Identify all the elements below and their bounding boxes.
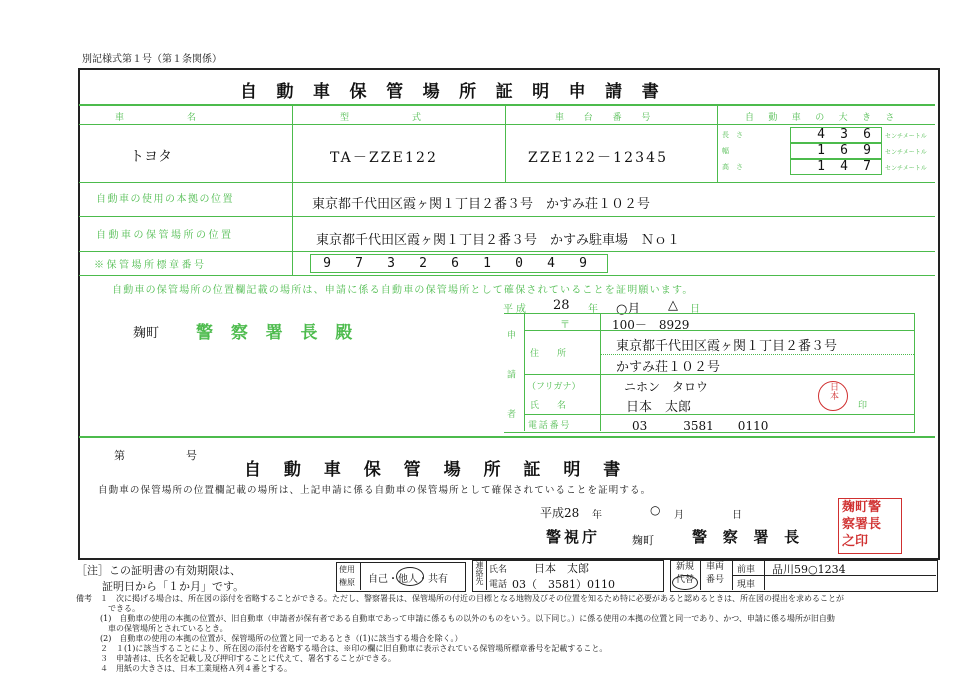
certificate-day-label: 日	[732, 510, 742, 521]
length-digit: 6	[863, 127, 871, 142]
use-rights-circle	[396, 567, 424, 586]
app-date-day-label: 日	[690, 304, 700, 315]
kana-label: （フリガナ）	[527, 382, 581, 392]
address-label: 住 所	[530, 349, 567, 359]
use-rights-label: 使用 権原	[339, 565, 355, 587]
sticker-digit: 4	[547, 256, 555, 271]
height-digit: 4	[840, 159, 848, 174]
notes	[76, 594, 936, 674]
sticker-number-label: ※保管場所標章番号	[94, 260, 207, 271]
chassis-number-value: ZZE122－12345	[528, 150, 669, 166]
validity-note-line2: 証明日から「１か月」です。	[102, 580, 245, 593]
header-chassis-number: 車 台 番 号	[555, 113, 656, 123]
certificate-year-label: 年	[592, 510, 602, 521]
prev-vehicle-label: 前車	[737, 565, 756, 575]
certificate-month-blank: ○	[650, 503, 661, 517]
police-stamp-text: 麹町警 察署長 之印	[842, 500, 882, 549]
height-digit: 7	[863, 159, 871, 174]
form-number: 別記様式第１号（第１条関係）	[82, 54, 222, 65]
postal-mark: 〒	[560, 320, 570, 331]
height-label: 高 さ	[722, 163, 743, 171]
storage-location-value: 東京都千代田区霞ヶ関１丁目２番３号 かすみ駐車場 Ｎｏ１	[316, 233, 681, 248]
note-line: できる。	[76, 604, 140, 613]
length-digit: 3	[840, 127, 848, 142]
address-line1: 東京都千代田区霞ヶ関１丁目２番３号	[616, 339, 838, 354]
contact-name: 日本 太郎	[534, 562, 589, 575]
note-line: 車の保管場所とされているとき。	[76, 624, 228, 633]
form-title: 自 動 車 保 管 場 所 証 明 申 請 書	[240, 82, 666, 102]
vehicle-no-label: 車両 番号	[706, 562, 725, 585]
addressee-place: 麹町	[133, 326, 160, 341]
applicant-side-label: 申 請 者	[505, 330, 515, 429]
name-label: 氏 名	[530, 401, 567, 411]
contact-phone-label: 電話	[489, 580, 508, 590]
note-line: ４ 用紙の大きさは、日本工業規格Ａ列４番とする。	[76, 664, 292, 673]
sticker-digit: 7	[355, 256, 363, 271]
sticker-digit: 2	[419, 256, 427, 271]
sticker-digit: 9	[579, 256, 587, 271]
address-line2: かすみ荘１０２号	[616, 360, 721, 375]
kana-value: ニホン タロウ	[624, 380, 709, 394]
addressee-title: 警 察 署 長 殿	[196, 323, 359, 343]
seal-text: 日本	[828, 382, 838, 400]
width-digit: 6	[840, 143, 848, 158]
width-digit: 1	[817, 143, 825, 158]
note-line: (2) 自動車の使用の本拠の位置が、保管場所の位置と同一であるとき（(1)に該当する場合を除く。）	[76, 634, 463, 643]
current-vehicle-label: 現車	[737, 580, 756, 590]
sticker-digit: 9	[323, 256, 331, 271]
app-date-month: ○月	[616, 302, 641, 317]
application-statement: 自動車の保管場所の位置欄記載の場所は、申請に係る自動車の保管場所として確保されていることを証明願います。	[112, 285, 694, 296]
height-digit: 1	[817, 159, 825, 174]
width-digit: 9	[863, 143, 871, 158]
width-label: 幅	[722, 147, 729, 155]
sticker-digit: 1	[483, 256, 491, 271]
length-label: 長 さ	[722, 131, 743, 139]
postal-code-value: 100－ 8929	[612, 318, 690, 332]
note-line: (1) 自動車の使用の本拠の位置が、旧自動車（申請者が保有者である自動車であって申請に係るもの以外のものをいう。以下同じ。）に係る使用の本拠の位置と同一であり、かつ、申請に係る場所が旧自動	[76, 614, 835, 623]
vehicle-model-value: TA－ZZE122	[330, 150, 438, 166]
contact-name-label: 氏名	[489, 565, 508, 575]
seal-mark: 印	[858, 401, 868, 411]
length-unit: センチメートル	[885, 133, 927, 140]
note-line: ３ 申請者は、氏名を記載し及び押印することに代えて、署名することができる。	[76, 654, 396, 663]
sticker-digit: 6	[451, 256, 459, 271]
sticker-digit: 0	[515, 256, 523, 271]
note-line: ２ １(1)に該当することにより、所在図の添付を省略する場合は、※印の欄に旧自動車に表示されている保管場所標章番号を記載すること。	[76, 644, 608, 653]
note-line: 備考 １ 次に掲げる場合は、所在図の添付を省略することができる。ただし、警察署長は、保管場所の付近の目標となる地物及びその位置を知るため特に必要があると認めるときは、所在図の提出を求めることが	[76, 594, 844, 603]
sticker-digit: 3	[387, 256, 395, 271]
name-value: 日本 太郎	[626, 400, 692, 415]
use-base-label: 自動車の使用の本拠の位置	[96, 194, 234, 205]
app-date-day: △	[668, 298, 678, 313]
phone-label: 電話番号	[528, 421, 572, 431]
height-unit: センチメートル	[885, 165, 927, 172]
vehicle-name-value: トヨタ	[130, 149, 172, 165]
app-date-year-label: 年	[588, 304, 598, 315]
prev-vehicle-plate: 品川59○1234	[772, 563, 846, 576]
storage-location-label: 自動車の保管場所の位置	[96, 230, 234, 241]
contact-phone: 03（ 3581）0110	[512, 578, 615, 591]
issuer-place: 麹町	[632, 534, 654, 547]
phone-value: 03 3581 0110	[632, 419, 769, 433]
contact-label: 連絡先	[475, 561, 484, 585]
replacement-circle	[672, 575, 698, 590]
certificate-month-label: 月	[674, 510, 684, 521]
certificate-statement: 自動車の保管場所の位置欄記載の場所は、上記申請に係る自動車の保管場所として確保されていることを証明する。	[98, 485, 652, 496]
app-date-era: 平成	[503, 304, 529, 315]
use-base-value: 東京都千代田区霞ヶ関１丁目２番３号 かすみ荘１０２号	[312, 197, 651, 212]
app-date-year: 28	[553, 298, 570, 313]
certificate-title: 自 動 車 保 管 場 所 証 明 書	[244, 460, 629, 480]
issuer-title: 警 察 署 長	[692, 528, 805, 546]
certificate-date-year: 平成28	[540, 506, 580, 520]
header-vehicle-size: 自 動 車 の 大 き さ	[745, 113, 898, 123]
length-digit: 4	[817, 127, 825, 142]
header-model: 型 式	[340, 113, 427, 123]
header-vehicle-name: 車 名	[115, 113, 202, 123]
validity-note-line1: ［注］この証明書の有効期限は、	[76, 564, 241, 577]
use-rights-value: 自己・他人・共有	[368, 574, 448, 585]
certificate-no-label: 第	[114, 449, 125, 462]
replacement-label: 新規 代替	[676, 562, 695, 585]
certificate-no-suffix: 号	[186, 449, 197, 462]
width-unit: センチメートル	[885, 149, 927, 156]
issuer-org: 警視庁	[546, 528, 601, 546]
